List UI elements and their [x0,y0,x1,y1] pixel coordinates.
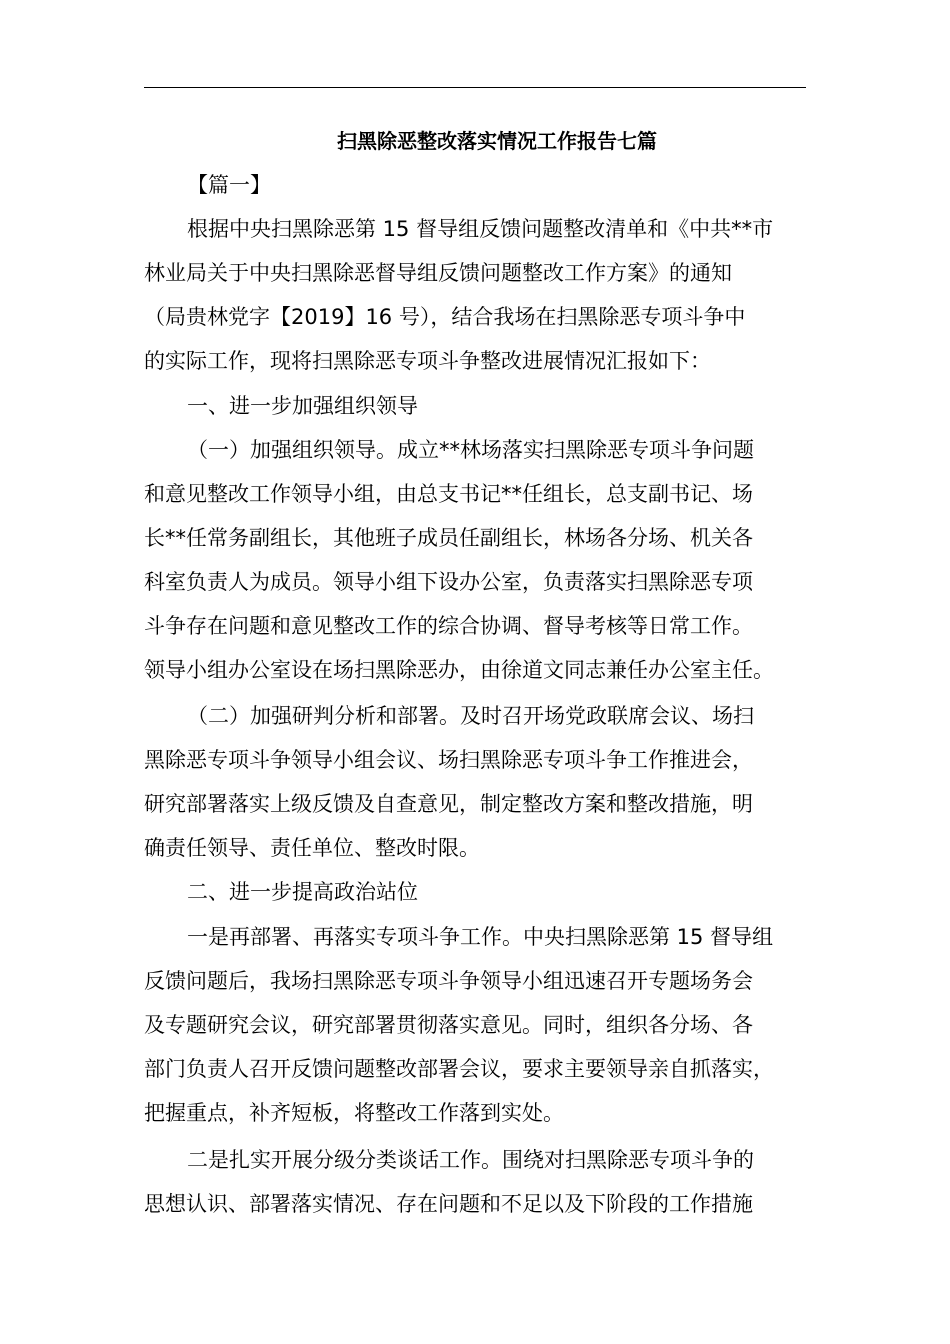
paragraph-line: 部门负责人召开反馈问题整改部署会议，要求主要领导亲自抓落实， [144,1057,774,1081]
paragraph-line: 和意见整改工作领导小组，由总支书记**任组长，总支副书记、场 [144,482,753,506]
paragraph-line: 一是再部署、再落实专项斗争工作。中央扫黑除恶第 15 督导组 [187,925,774,949]
section-heading: 二、进一步提高政治站位 [187,880,418,904]
paragraph-line: 研究部署落实上级反馈及自查意见，制定整改方案和整改措施，明 [144,792,753,816]
paragraph-line: 二是扎实开展分级分类谈话工作。围绕对扫黑除恶专项斗争的 [187,1148,754,1172]
paragraph-line: 反馈问题后，我场扫黑除恶专项斗争领导小组迅速召开专题场务会 [144,969,753,993]
paragraph-line: 的实际工作，现将扫黑除恶专项斗争整改进展情况汇报如下： [144,349,711,373]
header-rule [144,87,806,88]
section-heading-part-one: 【篇一】 [187,173,271,197]
paragraph-line: 林业局关于中央扫黑除恶督导组反馈问题整改工作方案》的通知 [144,261,732,285]
paragraph-line: 及专题研究会议，研究部署贯彻落实意见。同时，组织各分场、各 [144,1013,753,1037]
paragraph-line: （二）加强研判分析和部署。及时召开场党政联席会议、场扫 [187,704,754,728]
section-heading: 一、进一步加强组织领导 [187,394,418,418]
paragraph-line: 黑除恶专项斗争领导小组会议、场扫黑除恶专项斗争工作推进会， [144,748,753,772]
paragraph-line: 斗争存在问题和意见整改工作的综合协调、督导考核等日常工作。 [144,614,753,638]
paragraph-line: 思想认识、部署落实情况、存在问题和不足以及下阶段的工作措施 [144,1192,753,1216]
document-title: 扫黑除恶整改落实情况工作报告七篇 [337,129,657,153]
paragraph-line: 确责任领导、责任单位、整改时限。 [144,836,480,860]
paragraph-line: （一）加强组织领导。成立**林场落实扫黑除恶专项斗争问题 [187,438,754,462]
paragraph-line: 领导小组办公室设在场扫黑除恶办，由徐道文同志兼任办公室主任。 [144,658,774,682]
paragraph-line: 科室负责人为成员。领导小组下设办公室，负责落实扫黑除恶专项 [144,570,753,594]
paragraph-line: 把握重点，补齐短板，将整改工作落到实处。 [144,1101,564,1125]
paragraph-line: 根据中央扫黑除恶第 15 督导组反馈问题整改清单和《中共**市 [187,217,774,241]
paragraph-line: （局贵林党字【2019】16 号），结合我场在扫黑除恶专项斗争中 [144,305,746,329]
paragraph-line: 长**任常务副组长，其他班子成员任副组长，林场各分场、机关各 [144,526,753,550]
